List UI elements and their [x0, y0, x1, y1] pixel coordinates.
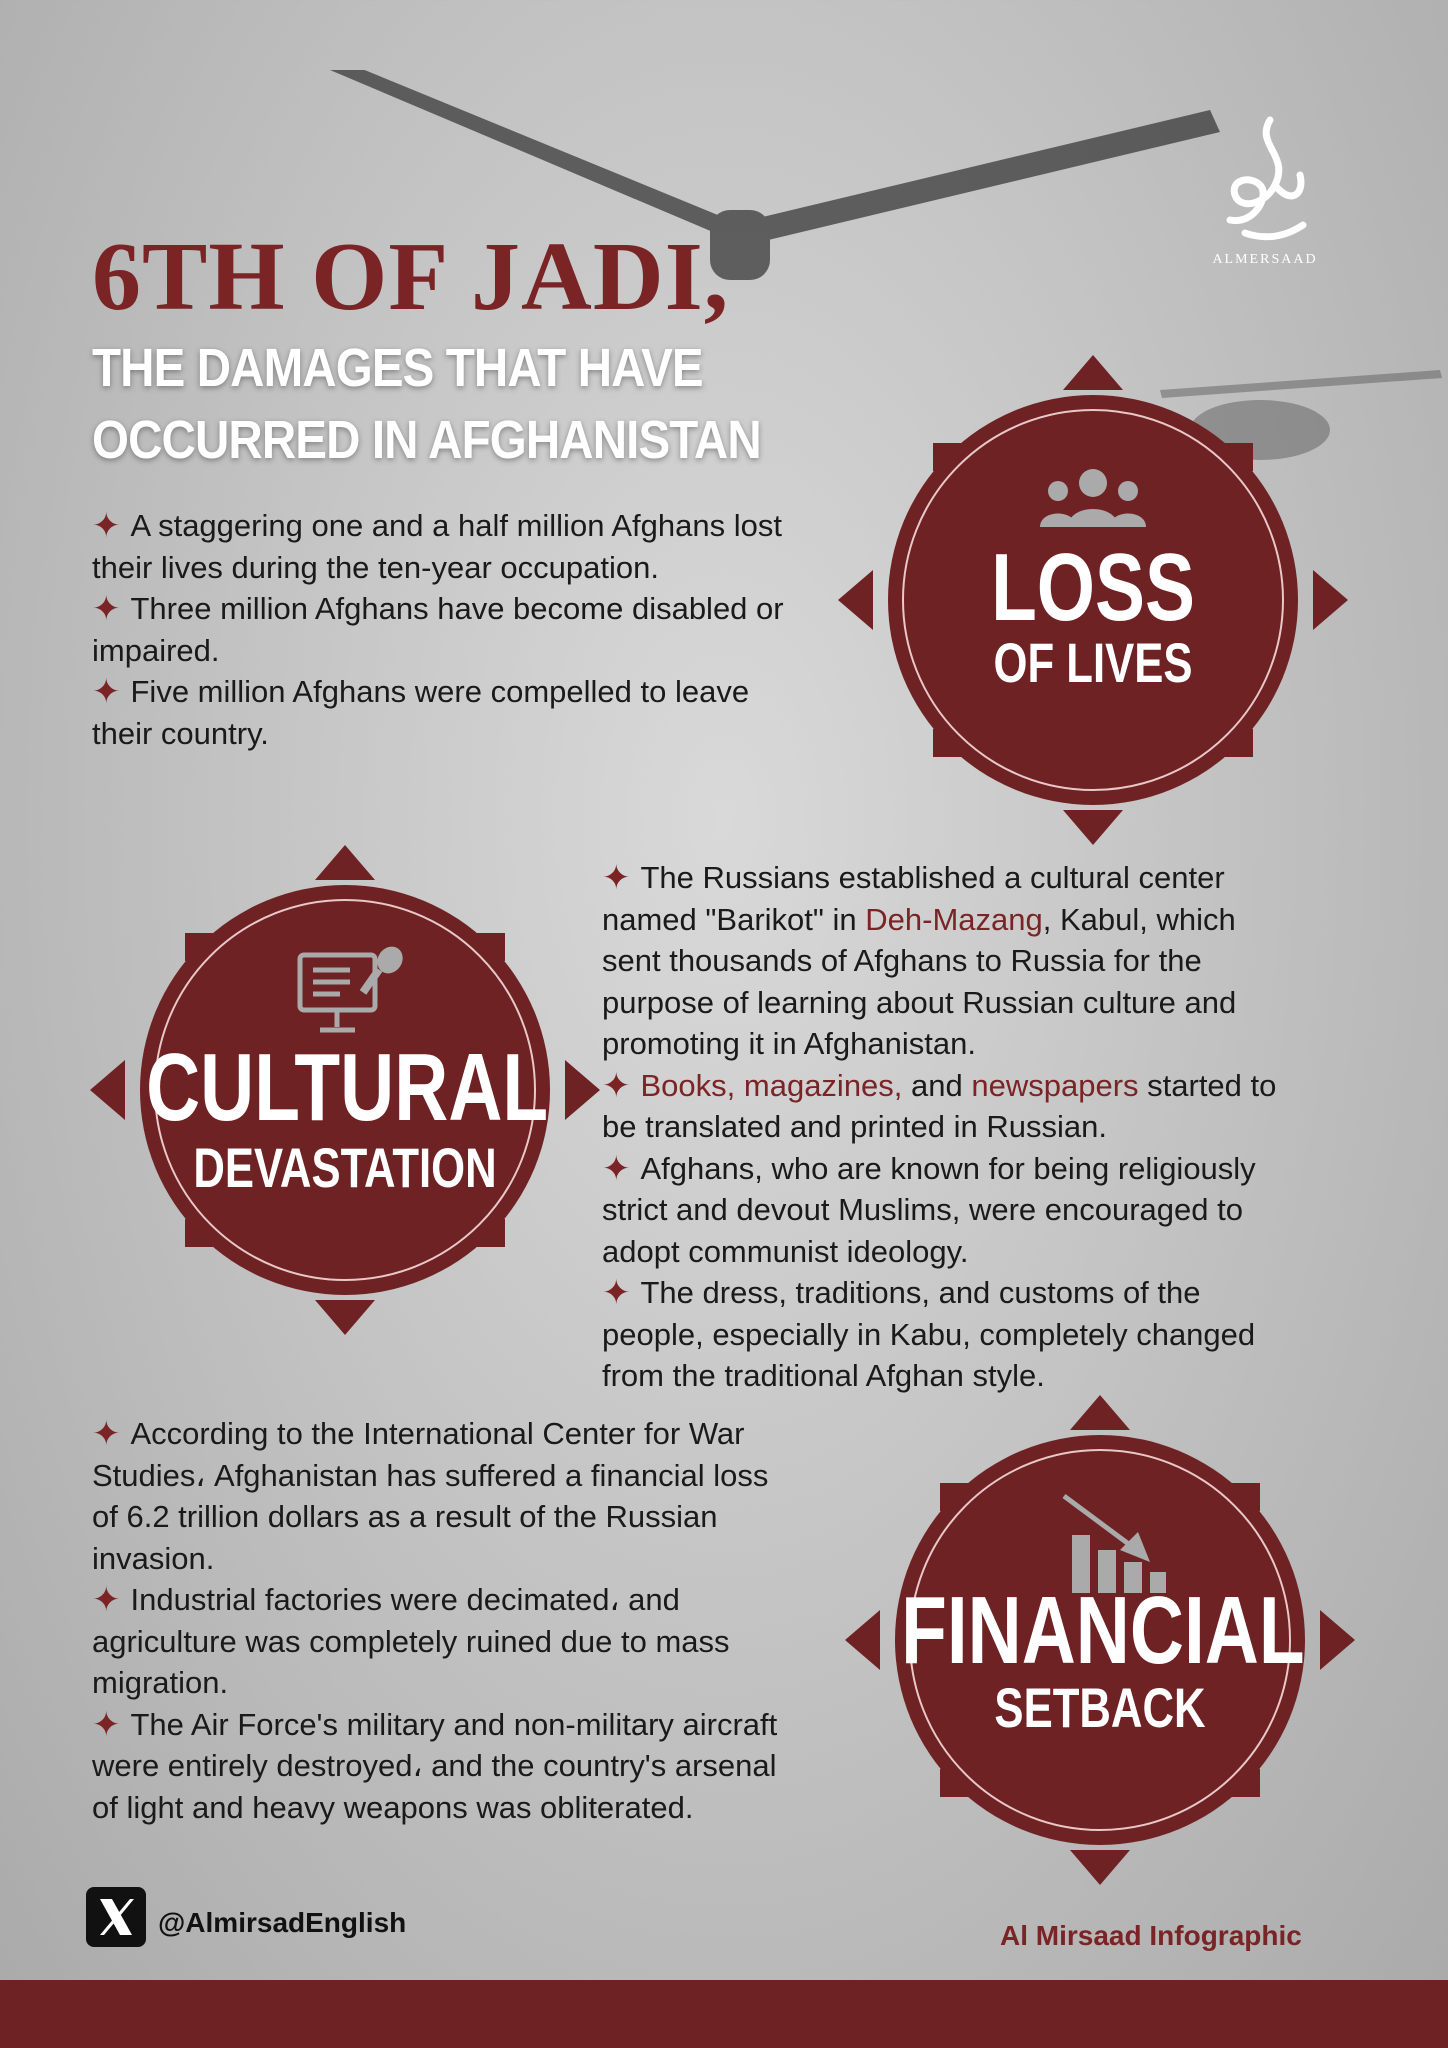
cultural-devastation-badge — [90, 845, 600, 1335]
star-bullet-icon: ✦ — [602, 859, 631, 897]
badge-subtitle: SETBACK — [994, 1676, 1206, 1739]
star-bullet-icon: ✦ — [92, 507, 121, 545]
people-group-icon — [1038, 465, 1148, 535]
almersaad-logo — [1210, 115, 1320, 268]
list-item: ✦ Afghans, who are known for being religiously strict and devout Muslims, were encouraged to adopt communist ideology. — [602, 1149, 1256, 1269]
badge-title: FINANCIAL — [901, 1577, 1305, 1684]
list-item: ✦ The dress, traditions, and customs of the people, especially in Kabu, completely changed from the traditional Afghan style. — [602, 1274, 1256, 1393]
financial-setback-badge — [845, 1395, 1355, 1885]
infographic-credit: Al Mirsaad Infographic — [1000, 1920, 1302, 1951]
x-logo-icon[interactable] — [86, 1887, 146, 1947]
loss-bullets — [92, 505, 792, 754]
media-microphone-icon — [295, 945, 405, 1040]
star-bullet-icon: ✦ — [92, 590, 121, 628]
social-handle[interactable]: @AlmirsadEnglish — [158, 1907, 407, 1938]
list-item: ✦ Three million Afghans have become disabled or impaired. — [92, 590, 784, 668]
star-bullet-icon: ✦ — [92, 1705, 121, 1744]
star-bullet-icon: ✦ — [92, 1415, 121, 1453]
list-item: ✦ The Air Force's military and non-military aircraft were entirely destroyed، and the country's arsenal of light and heavy weapons was obliterated. — [92, 1705, 778, 1825]
x-glyph-icon — [86, 1887, 146, 1947]
list-item: ✦ A staggering one and a half million Afghans lost their lives during the ten-year occupation. — [92, 507, 782, 585]
bottom-bar — [0, 1980, 1448, 2048]
badge-subtitle: OF LIVES — [993, 631, 1193, 694]
list-item: ✦ Industrial factories were decimated، and agriculture was completely ruined due to mass migration. — [92, 1581, 730, 1700]
badge-title: CULTURAL — [146, 1034, 549, 1141]
list-item: ✦ Books, magazines, and newspapers started to be translated and printed in Russian. — [602, 1066, 1277, 1144]
page-title: 6TH OF JADI, — [92, 223, 730, 331]
financial-bullets — [92, 1413, 797, 1828]
calligraphy-logo-icon — [1215, 115, 1315, 245]
star-bullet-icon: ✦ — [92, 1581, 121, 1619]
cultural-bullets — [602, 857, 1302, 1397]
list-item: ✦ The Russians established a cultural center named "Barikot" in Deh-Mazang, Kabul, which sent thousands of Afghans to Russia for the purpose of learning about Russian culture and promoting it in Afghanistan. — [602, 859, 1237, 1061]
list-item: ✦ According to the International Center for War Studies، Afghanistan has suffered a financial loss of 6.2 trillion dollars as a result of the Russian invasion. — [92, 1415, 769, 1576]
list-item: ✦ Five million Afghans were compelled to leave their country. — [92, 673, 750, 751]
star-bullet-icon: ✦ — [92, 673, 121, 711]
star-bullet-icon: ✦ — [602, 1066, 631, 1105]
star-bullet-icon: ✦ — [602, 1149, 631, 1188]
star-bullet-icon: ✦ — [602, 1274, 631, 1312]
badge-title: LOSS — [991, 534, 1195, 641]
badge-subtitle: DEVASTATION — [193, 1136, 497, 1199]
page-subtitle: THE DAMAGES THAT HAVE OCCURRED IN AFGHANISTAN — [92, 338, 761, 470]
logo-text: ALMERSAAD — [1212, 252, 1318, 267]
loss-of-lives-badge — [838, 355, 1348, 845]
